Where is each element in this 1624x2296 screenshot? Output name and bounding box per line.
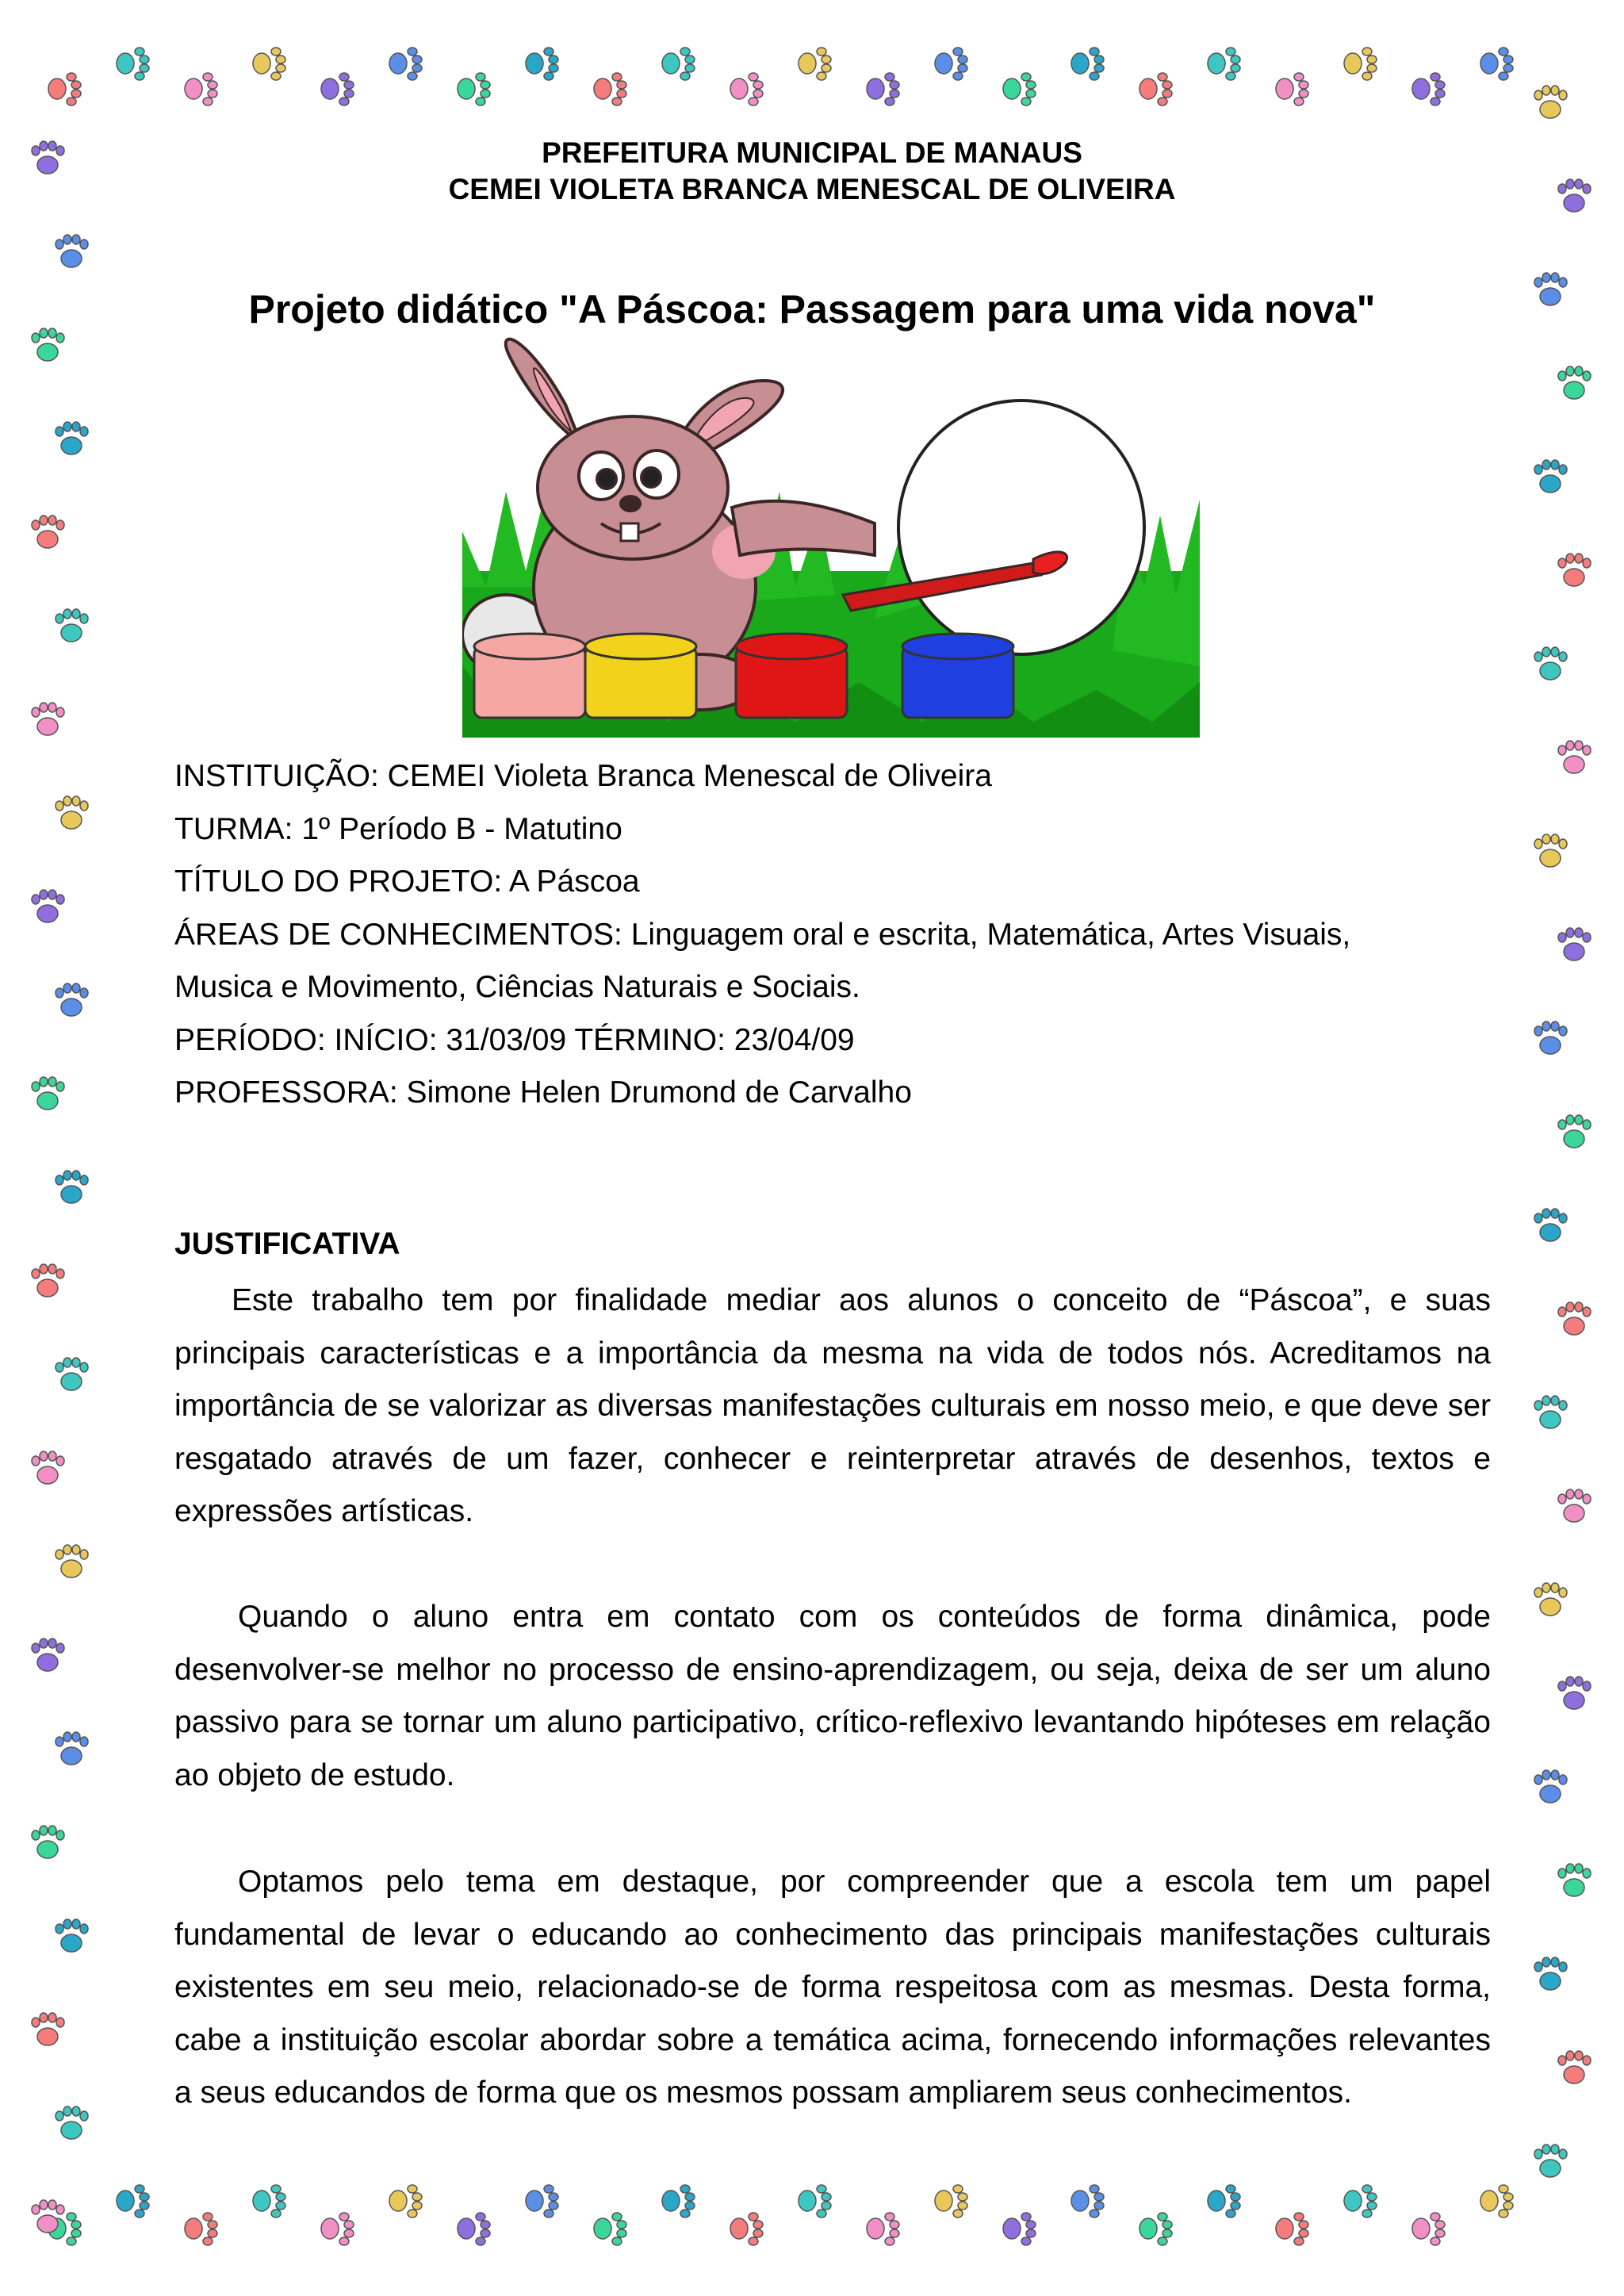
info-institution: INSTITUIÇÃO: CEMEI Violeta Branca Menescal de Oliveira [174, 759, 992, 793]
justification-paragraph-1: Este trabalho tem por finalidade mediar aos alunos o conceito de “Páscoa”, e suas principais características e a importância da mesma na vida de todos nós. Acreditamos na importância de se valorizar as diversas manifestações culturais em nosso meio, e que deve ser resgatado através de um fazer, conhecer e reinterpretar através de desenhos, textos e expressões artísticas. [174, 1283, 1491, 1528]
info-teacher: PROFESSORA: Simone Helen Drumond de Carvalho [174, 1075, 912, 1110]
info-project-title: TÍTULO DO PROJETO: A Páscoa [174, 864, 640, 899]
justification-paragraph-3: Optamos pelo tema em destaque, por compreender que a escola tem um papel fundamental de levar o educando ao conhecimento das principais manifestações culturais existentes em seu meio, relacionado-se de forma respeitosa com as mesmas. Desta forma, cabe a instituição escolar abordar sobre a temática acima, fornecendo informações relevantes a seus educandos de forma que os mesmos possam ampliarem seus conhecimentos. [174, 1865, 1491, 2110]
justification-heading: JUSTIFICATIVA [174, 1227, 400, 1261]
paint-pot [902, 634, 1013, 718]
info-areas: ÁREAS DE CONHECIMENTOS: Linguagem oral e escrita, Matemática, Artes Visuais, [174, 917, 1351, 952]
paint-pot [474, 634, 585, 718]
header-school: CEMEI VIOLETA BRANCA MENESCAL DE OLIVEIRA [448, 173, 1176, 205]
project-title: Projeto didático "A Páscoa: Passagem para uma vida nova" [248, 287, 1376, 332]
easter-bunny-illustration [462, 333, 1200, 738]
paint-pots [474, 634, 1013, 718]
header-municipality: PREFEITURA MUNICIPAL DE MANAUS [542, 136, 1082, 169]
paint-pot [736, 634, 847, 718]
paint-pot [585, 634, 696, 718]
project-info [174, 750, 1491, 1120]
justification-paragraph-2: Quando o aluno entra em contato com os conteúdos de forma dinâmica, pode desenvolver-se melhor no processo de ensino-aprendizagem, ou seja, deixa de ser um aluno passivo para se tornar um aluno participativo, crítico-reflexivo levantando hipóteses em relação ao objeto de estudo. [174, 1600, 1491, 1792]
info-period: PERÍODO: INÍCIO: 31/03/09 TÉRMINO: 23/04/09 [174, 1022, 855, 1057]
info-areas-continued: Musica e Movimento, Ciências Naturais e Sociais. [174, 970, 860, 1004]
easter-egg [898, 401, 1144, 654]
info-class: TURMA: 1º Período B - Matutino [174, 811, 622, 846]
